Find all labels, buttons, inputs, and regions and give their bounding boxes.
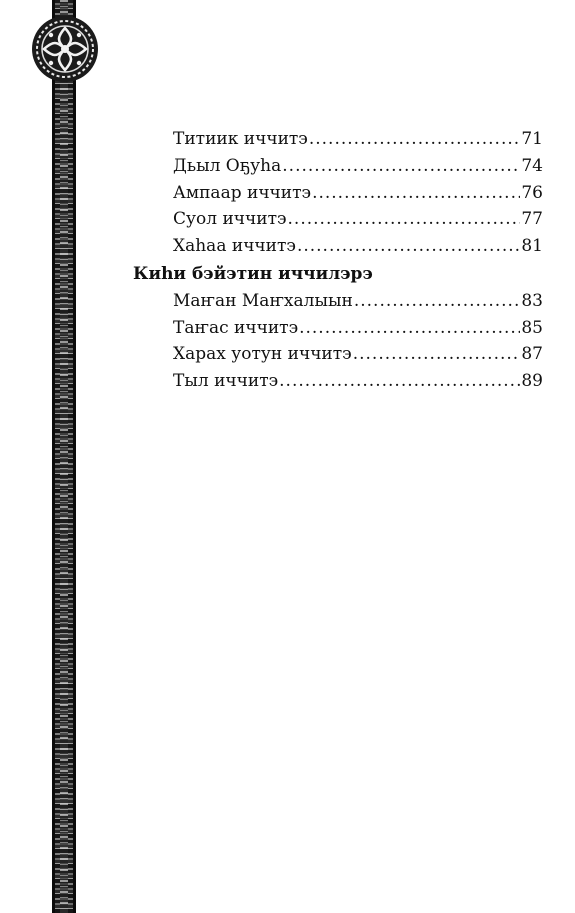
toc-page-number: 81 — [521, 236, 543, 257]
toc-entry — [133, 288, 543, 315]
toc-entry-title: Маҥан Маҥхалыын — [173, 290, 353, 311]
toc-page-number: 74 — [521, 155, 543, 176]
toc-leader-dots — [297, 233, 520, 260]
toc-entry — [133, 126, 543, 153]
toc-leader-dots — [309, 126, 521, 153]
table-of-contents — [133, 126, 543, 395]
toc-leader-dots — [312, 180, 520, 207]
ornamental-border — [52, 0, 76, 913]
toc-leader-dots — [279, 368, 520, 395]
toc-entry-title: Титиик иччитэ — [173, 129, 308, 149]
toc-page-number: 87 — [521, 344, 543, 365]
ornament-emblem-icon — [31, 15, 99, 83]
toc-leader-dots — [282, 153, 520, 180]
toc-entry-title: Дьыл Оҕуһа — [173, 155, 282, 176]
toc-entry — [133, 153, 543, 180]
toc-entry — [133, 341, 543, 368]
toc-entry — [133, 315, 543, 342]
toc-entry-title: Тыл иччитэ — [173, 371, 279, 392]
toc-entry — [133, 180, 543, 207]
toc-entry — [133, 233, 543, 260]
toc-entry — [133, 368, 543, 395]
toc-page-number: 89 — [521, 371, 543, 392]
toc-entry-title: Ампаар иччитэ — [173, 182, 312, 203]
toc-entry-title: Харах уотун иччитэ — [173, 344, 352, 365]
toc-page-number: 77 — [521, 209, 543, 230]
toc-leader-dots — [353, 341, 521, 368]
toc-entry-title: Суол иччитэ — [173, 209, 287, 230]
toc-page-number: 85 — [521, 317, 543, 338]
toc-entry-title: Хаһаа иччитэ — [173, 236, 296, 257]
toc-section-title: Киһи бэйэтин иччилэрэ — [133, 263, 373, 284]
toc-page-number: 71 — [521, 129, 543, 149]
toc-entry-title: Таҥас иччитэ — [173, 317, 299, 338]
toc-leader-dots — [288, 206, 521, 233]
toc-entry — [133, 206, 543, 233]
toc-section-heading — [133, 261, 543, 288]
toc-leader-dots — [299, 315, 520, 342]
toc-leader-dots — [354, 288, 521, 315]
toc-page-number: 83 — [521, 290, 543, 311]
toc-page-number: 76 — [521, 182, 543, 203]
